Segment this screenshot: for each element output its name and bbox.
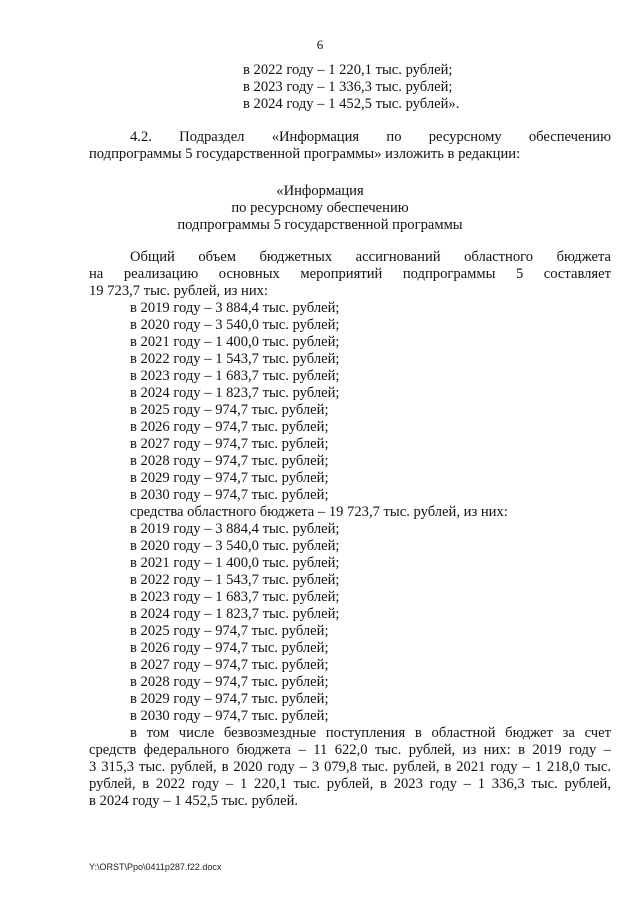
list-item: в 2020 году – 3 540,0 тыс. рублей;: [130, 538, 340, 554]
list-item: в 2024 году – 1 823,7 тыс. рублей;: [130, 606, 340, 622]
total-year-list: [89, 300, 611, 725]
list-item: в 2019 году – 3 884,4 тыс. рублей;: [130, 521, 340, 537]
list-item: в 2027 году – 974,7 тыс. рублей;: [130, 657, 329, 673]
paragraph-line: 4.2. Подраздел «Информация по ресурсному обеспечению: [130, 129, 611, 145]
page-number: 6: [316, 37, 324, 52]
list-item: в 2021 году – 1 400,0 тыс. рублей;: [130, 334, 340, 350]
paragraph-line: на реализацию основных мероприятий подпрограммы 5 составляет: [89, 266, 611, 282]
list-item: в 2023 году – 1 336,3 тыс. рублей;: [243, 79, 453, 95]
list-item: в 2028 году – 974,7 тыс. рублей;: [130, 674, 329, 690]
list-item: в 2028 году – 974,7 тыс. рублей;: [130, 453, 329, 469]
heading-line: по ресурсному обеспечению: [231, 200, 409, 216]
list-item: в 2021 году – 1 400,0 тыс. рублей;: [130, 555, 340, 571]
list-item: в 2023 году – 1 683,7 тыс. рублей;: [130, 589, 340, 605]
list-item: в 2026 году – 974,7 тыс. рублей;: [130, 419, 329, 435]
information-heading: [0, 183, 640, 234]
list-item: в 2029 году – 974,7 тыс. рублей;: [130, 691, 329, 707]
list-item: в 2022 году – 1 220,1 тыс. рублей;: [243, 62, 453, 78]
list-item: в 2025 году – 974,7 тыс. рублей;: [130, 402, 329, 418]
paragraph-line: средств федерального бюджета – 11 622,0 тыс. рублей, из них: в 2019 году –: [89, 742, 611, 758]
list-item: в 2030 году – 974,7 тыс. рублей;: [130, 487, 329, 503]
paragraph-line: Общий объем бюджетных ассигнований областного бюджета: [130, 249, 611, 265]
paragraph-line: в том числе безвозмездные поступления в областной бюджет за счет: [130, 725, 611, 741]
paragraph-line: подпрограммы 5 государственной программы» изложить в редакции:: [89, 146, 521, 162]
regional-budget-heading: средства областного бюджета – 19 723,7 тыс. рублей, из них:: [130, 504, 508, 520]
paragraph-line: 3 315,3 тыс. рублей, в 2020 году – 3 079,8 тыс. рублей, в 2021 году – 1 218,0 тыс.: [89, 759, 611, 775]
paragraph-line: в 2024 году – 1 452,5 тыс. рублей.: [89, 793, 299, 809]
list-item: в 2026 году – 974,7 тыс. рублей;: [130, 640, 329, 656]
continued-year-list: [243, 62, 459, 113]
list-item: в 2024 году – 1 452,5 тыс. рублей».: [243, 96, 460, 112]
section-4-2-paragraph: [89, 129, 611, 163]
list-item: в 2019 году – 3 884,4 тыс. рублей;: [130, 300, 340, 316]
list-item: в 2025 году – 974,7 тыс. рублей;: [130, 623, 329, 639]
budget-body: [89, 249, 611, 810]
paragraph-line: рублей, в 2022 году – 1 220,1 тыс. рублей, в 2023 году – 1 336,3 тыс. рублей,: [89, 776, 611, 792]
list-item: в 2023 году – 1 683,7 тыс. рублей;: [130, 368, 340, 384]
heading-line: подпрограммы 5 государственной программы: [177, 217, 463, 233]
list-item: в 2020 году – 3 540,0 тыс. рублей;: [130, 317, 340, 333]
list-item: в 2029 году – 974,7 тыс. рублей;: [130, 470, 329, 486]
heading-line: «Информация: [276, 183, 364, 199]
paragraph-line: 19 723,7 тыс. рублей, из них:: [89, 283, 269, 299]
file-path-footer: Y:\ORST\Ppo\0411p287.f22.docx: [89, 862, 222, 872]
list-item: в 2030 году – 974,7 тыс. рублей;: [130, 708, 329, 724]
list-item: в 2027 году – 974,7 тыс. рублей;: [130, 436, 329, 452]
list-item: в 2022 году – 1 543,7 тыс. рублей;: [130, 572, 340, 588]
list-item: в 2024 году – 1 823,7 тыс. рублей;: [130, 385, 340, 401]
list-item: в 2022 году – 1 543,7 тыс. рублей;: [130, 351, 340, 367]
